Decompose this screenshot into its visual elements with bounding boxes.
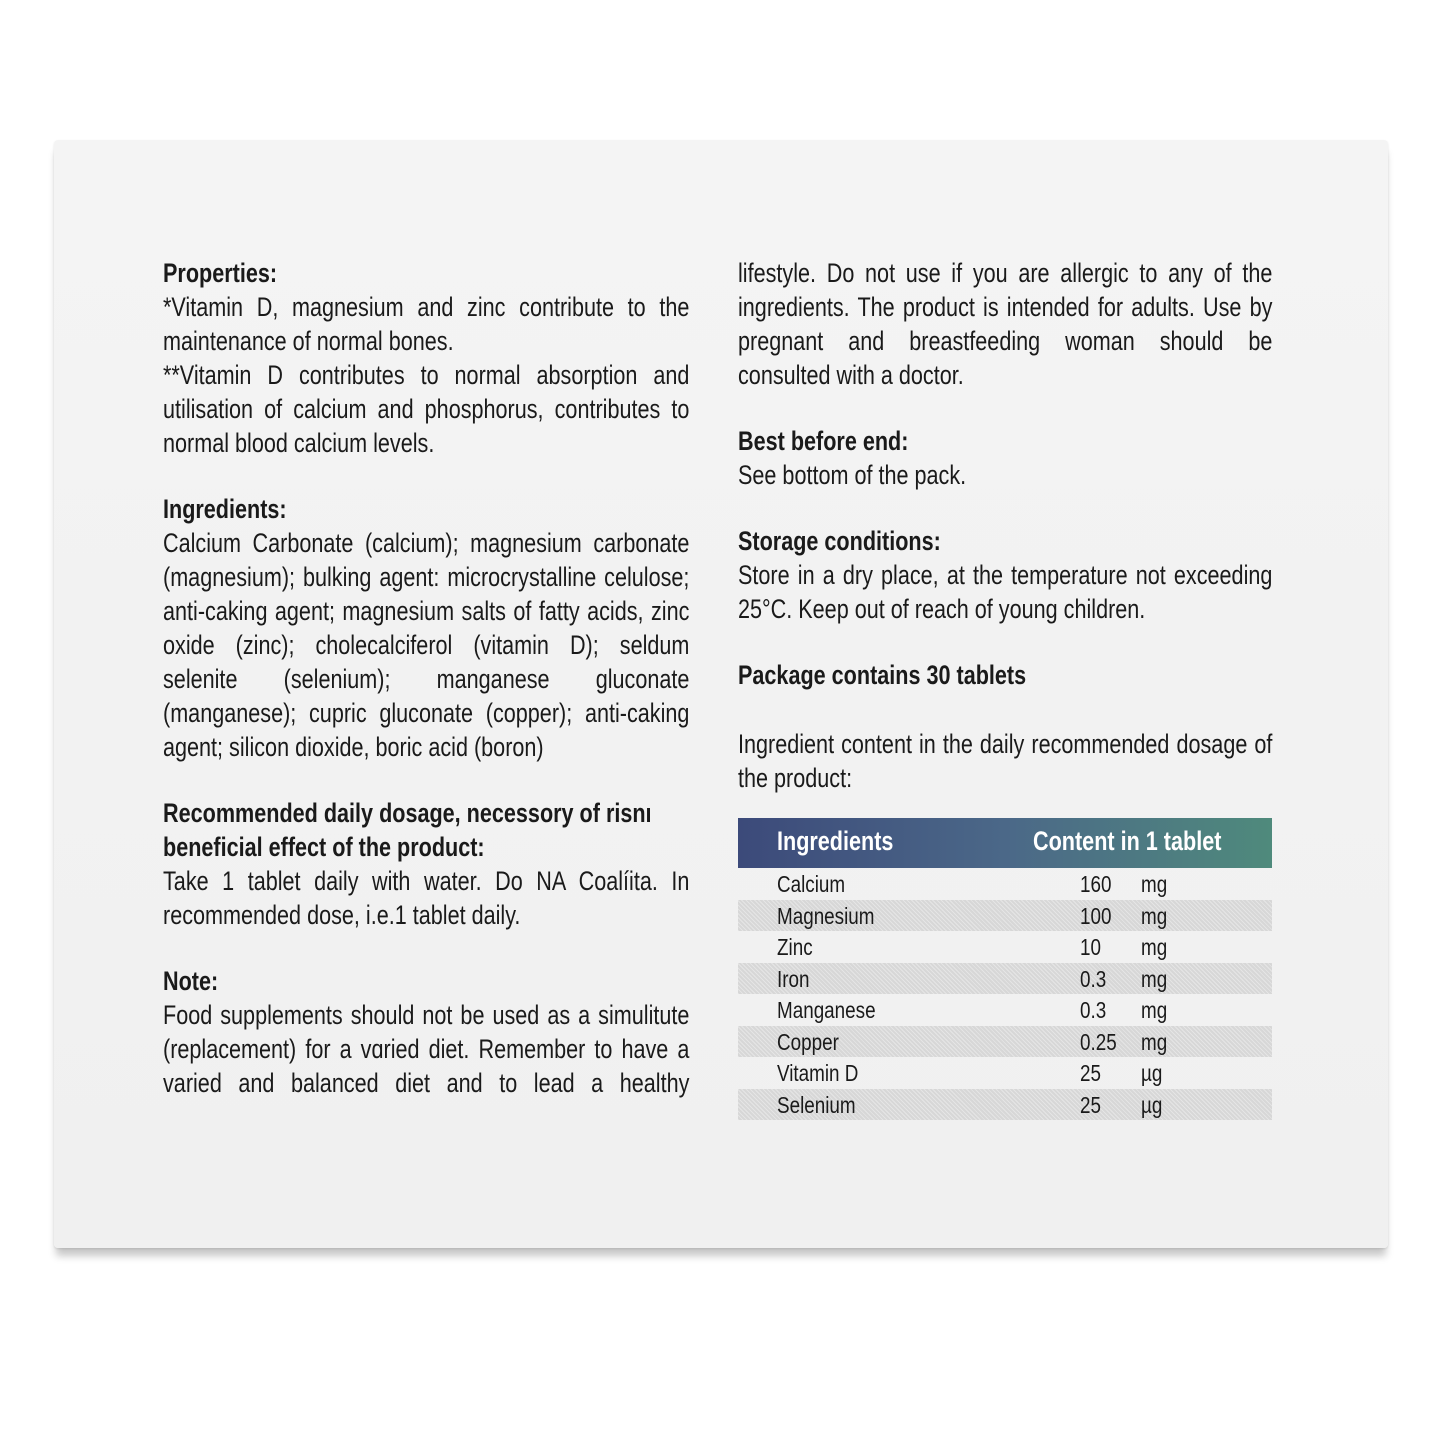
ingredient-unit: mg bbox=[1141, 902, 1168, 929]
ingredient-name: Selenium bbox=[777, 1091, 856, 1118]
ingredient-unit: µg bbox=[1141, 1060, 1163, 1086]
dosage-heading: Recommended daily dosage, necessory of risnı beneficial effect of the product: bbox=[163, 798, 652, 862]
ingredient-value: 100 bbox=[1080, 902, 1112, 929]
ingredients-section bbox=[163, 492, 689, 764]
table-row bbox=[738, 994, 1272, 1026]
table-row bbox=[738, 1026, 1272, 1058]
properties-section bbox=[163, 256, 689, 460]
package-contents: Package contains 30 tablets bbox=[738, 660, 1027, 690]
note-continued-section bbox=[738, 256, 1272, 392]
header-ingredients: Ingredients bbox=[777, 826, 894, 856]
best-before-heading: Best before end: bbox=[738, 426, 909, 456]
table-intro: Ingredient content in the daily recommended dosage of the product: bbox=[738, 729, 1273, 793]
table-row bbox=[738, 931, 1272, 963]
properties-heading: Properties: bbox=[163, 258, 278, 288]
ingredients-text: Calcium Carbonate (calcium); magnesium carbonate (magnesium); bulking agent: microcrystalline celulose; anti-caking agent; magnesium salts of fatty acids, zinc oxide (zinc); cholecalciferol (vitamin D); seldum selenite (selenium); manganese gluconate (manganese); cupric gluconate (copper); anti-caking agent; silicon dioxide, boric acid (boron) bbox=[163, 528, 690, 762]
ingredient-unit: mg bbox=[1141, 965, 1168, 992]
table-body bbox=[738, 868, 1272, 1120]
ingredient-value: 0.3 bbox=[1080, 997, 1107, 1023]
ingredient-value: 25 bbox=[1080, 1060, 1101, 1086]
ingredient-value: 160 bbox=[1080, 871, 1112, 897]
dosage-section bbox=[163, 796, 689, 932]
ingredient-table bbox=[738, 818, 1272, 1120]
ingredient-value: 25 bbox=[1080, 1091, 1101, 1118]
ingredient-unit: mg bbox=[1141, 997, 1168, 1023]
best-before-text: See bottom of the pack. bbox=[738, 460, 967, 490]
ingredient-name: Iron bbox=[777, 965, 810, 992]
table-row bbox=[738, 963, 1272, 995]
ingredient-unit: mg bbox=[1141, 934, 1168, 960]
ingredient-name: Calcium bbox=[777, 871, 846, 897]
dosage-text: Take 1 tablet daily with water. Do NA Coalíita. In recommended dose, i.e.1 tablet daily. bbox=[163, 866, 690, 930]
note-section bbox=[163, 964, 689, 1100]
ingredient-value: 0.3 bbox=[1080, 965, 1107, 992]
ingredient-unit: mg bbox=[1141, 871, 1168, 897]
table-row bbox=[738, 1057, 1272, 1089]
table-row bbox=[738, 1089, 1272, 1121]
ingredient-name: Magnesium bbox=[777, 902, 875, 929]
ingredient-unit: µg bbox=[1141, 1091, 1163, 1118]
header-content: Content in 1 tablet bbox=[1033, 826, 1222, 856]
ingredient-value: 0.25 bbox=[1080, 1028, 1117, 1055]
table-header bbox=[738, 818, 1272, 868]
left-column bbox=[163, 256, 689, 1132]
ingredient-name: Zinc bbox=[777, 934, 813, 960]
ingredient-name: Vitamin D bbox=[777, 1060, 859, 1086]
ingredient-value: 10 bbox=[1080, 934, 1101, 960]
ingredient-unit: mg bbox=[1141, 1028, 1168, 1055]
note-text: Food supplements should not be used as a simulitute (replacement) for a vɑried diet. Remember to have a varied and balanced diet and to lead a healthy bbox=[163, 1000, 690, 1098]
table-row bbox=[738, 900, 1272, 932]
ingredient-name: Copper bbox=[777, 1028, 839, 1055]
note-heading: Note: bbox=[163, 966, 219, 996]
ingredient-name: Manganese bbox=[777, 997, 876, 1023]
storage-section bbox=[738, 524, 1272, 626]
properties-line-2: **Vitamin D contributes to normal absorption and utilisation of calcium and phosphorus, contributes to normal blood calcium levels. bbox=[163, 360, 690, 458]
ingredients-heading: Ingredients: bbox=[163, 494, 287, 524]
properties-line-1: *Vitamin D, magnesium and zinc contribute to the maintenance of normal bones. bbox=[163, 292, 690, 356]
right-column bbox=[738, 256, 1272, 795]
table-row bbox=[738, 868, 1272, 900]
best-before-section bbox=[738, 424, 1272, 492]
storage-text: Store in a dry place, at the temperature not exceeding 25°C. Keep out of reach of young children. bbox=[738, 560, 1273, 624]
note-continued-text: lifestyle. Do not use if you are allergic to any of the ingredients. The product is intended for adults. Use by pregnant and breastfeeding woman should be consulted with a doctor. bbox=[738, 258, 1273, 390]
storage-heading: Storage conditions: bbox=[738, 526, 941, 556]
